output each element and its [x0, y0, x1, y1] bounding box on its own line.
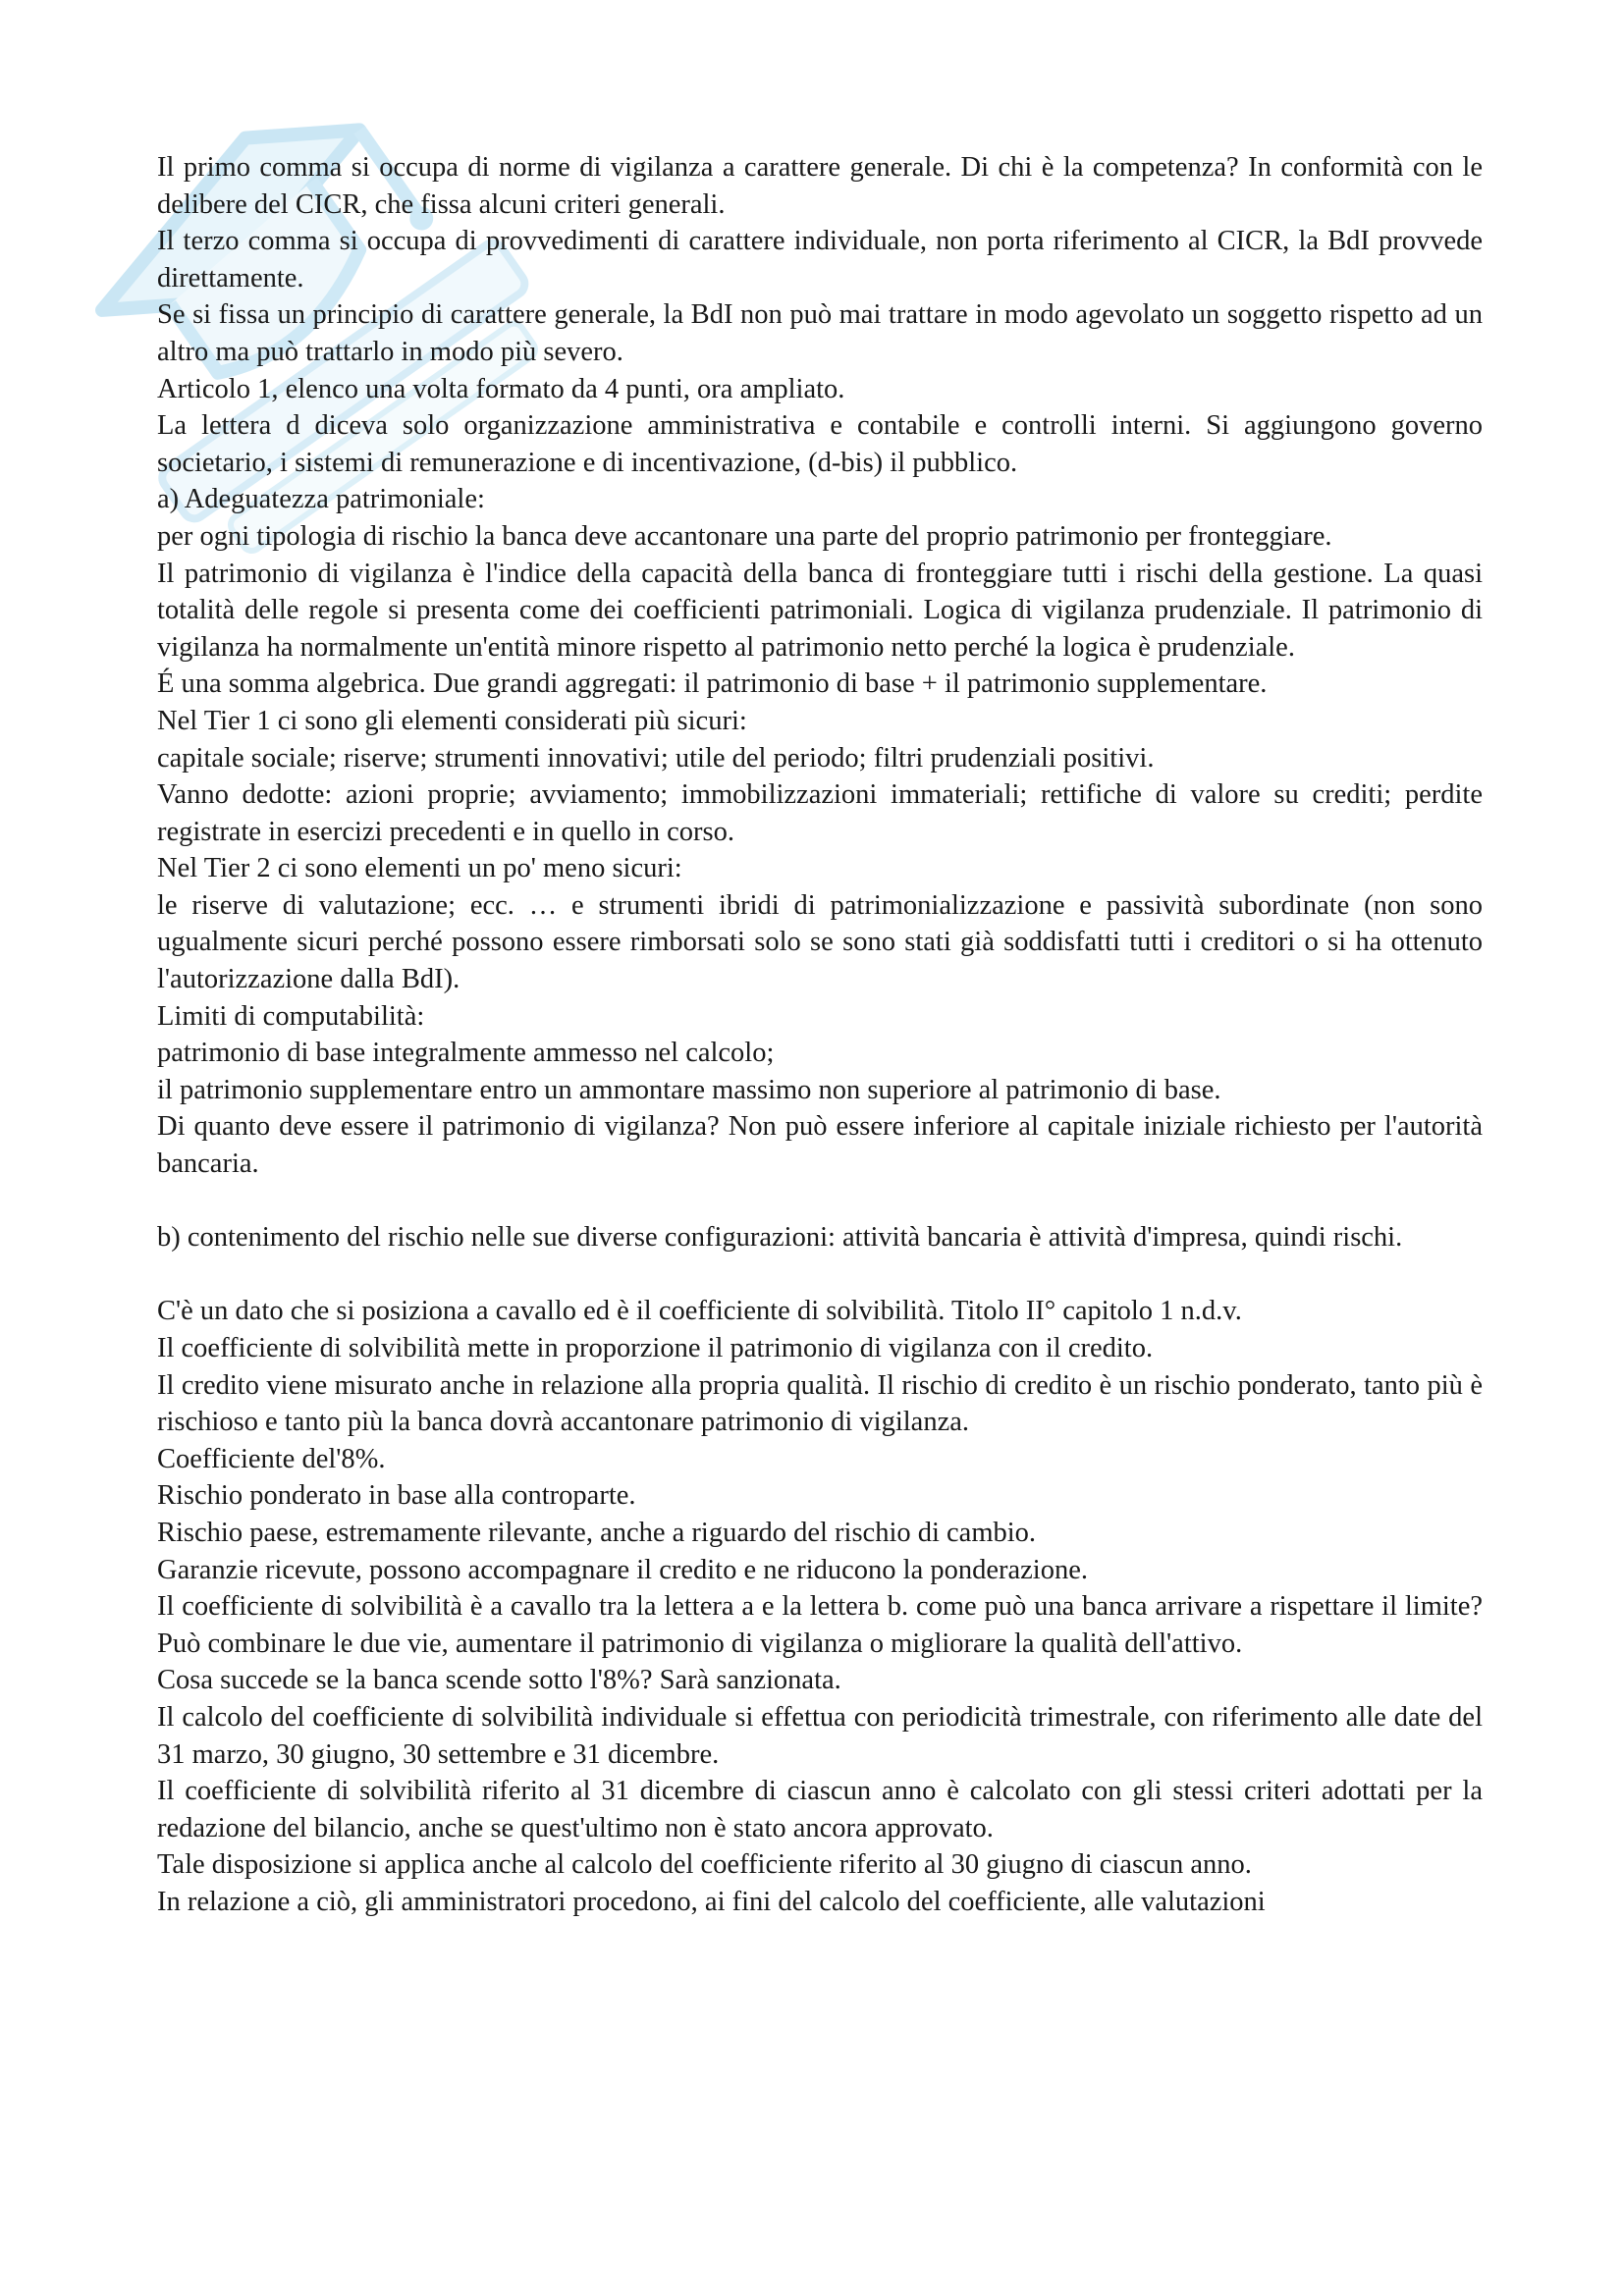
- paragraph: Vanno dedotte: azioni proprie; avviamento; immobilizzazioni immateriali; rettifiche di valore su crediti; perdite registrate in esercizi precedenti e in quello in corso.: [157, 779, 1483, 847]
- paragraph: Coefficiente del'8%.: [157, 1443, 386, 1474]
- paragraph-spacer: [157, 1256, 1483, 1294]
- paragraph: b) contenimento del rischio nelle sue diverse configurazioni: attività bancaria è attività d'impresa, quindi rischi.: [157, 1222, 1403, 1254]
- paragraph: Tale disposizione si applica anche al calcolo del coefficiente riferito al 30 giugno di ciascun anno.: [157, 1849, 1252, 1881]
- paragraph: Di quanto deve essere il patrimonio di vigilanza? Non può essere inferiore al capitale iniziale richiesto per l'autorità bancaria.: [157, 1111, 1483, 1180]
- paragraph-spacer: [157, 1183, 1483, 1220]
- paragraph: Nel Tier 2 ci sono elementi un po' meno sicuri:: [157, 853, 682, 884]
- paragraph: É una somma algebrica. Due grandi aggregati: il patrimonio di base + il patrimonio supplementare.: [157, 668, 1268, 700]
- paragraph: Il primo comma si occupa di norme di vigilanza a carattere generale. Di chi è la competenza? In conformità con le delibere del CICR, che fissa alcuni criteri generali.: [157, 152, 1483, 220]
- paragraph: Il credito viene misurato anche in relazione alla propria qualità. Il rischio di credito è un rischio ponderato, tanto più è rischioso e tanto più la banca dovrà accantonare patrimonio di vigilanza.: [157, 1369, 1483, 1438]
- paragraph: Il coefficiente di solvibilità mette in proporzione il patrimonio di vigilanza con il credito.: [157, 1333, 1154, 1363]
- paragraph: Rischio paese, estremamente rilevante, anche a riguardo del rischio di cambio.: [157, 1517, 1037, 1548]
- paragraph: Il terzo comma si occupa di provvedimenti di carattere individuale, non porta riferimento al CICR, la BdI provvede direttamente.: [157, 226, 1483, 294]
- paragraph: Il coefficiente di solvibilità è a cavallo tra la lettera a e la lettera b. come può una banca arrivare a rispettare il limite? Può combinare le due vie, aumentare il patrimonio di vigilanza o migliorare la qualità dell'attivo.: [157, 1591, 1483, 1659]
- paragraph: Cosa succede se la banca scende sotto l'8%? Sarà sanzionata.: [157, 1665, 841, 1696]
- paragraph: Nel Tier 1 ci sono gli elementi considerati più sicuri:: [157, 705, 747, 736]
- paragraph: patrimonio di base integralmente ammesso nel calcolo;: [157, 1038, 775, 1069]
- paragraph: Rischio ponderato in base alla controparte.: [157, 1480, 636, 1512]
- paragraph: Se si fissa un principio di carattere generale, la BdI non può mai trattare in modo agevolato un soggetto rispetto ad un altro ma può trattarlo in modo più severo.: [157, 299, 1483, 367]
- paragraph: a) Adeguatezza patrimoniale:: [157, 484, 485, 515]
- paragraph: Il patrimonio di vigilanza è l'indice della capacità della banca di fronteggiare tutti i rischi della gestione. La quasi totalità delle regole si presenta come dei coefficienti patrimoniali. Logica di vigilanza prudenziale. Il patrimonio di vigilanza ha normalmente un'entità minore rispetto al patrimonio netto perché la logica è prudenziale.: [157, 558, 1483, 663]
- paragraph: le riserve di valutazione; ecc. … e strumenti ibridi di patrimonializzazione e passività subordinate (non sono ugualmente sicuri perché possono essere rimborsati solo se sono stati già soddisfatti tutti i creditori o si ha ottenuto l'autorizzazione dalla BdI).: [157, 889, 1483, 995]
- paragraph: La lettera d diceva solo organizzazione amministrativa e contabile e controlli interni. Si aggiungono governo societario, i sistemi di remunerazione e di incentivazione, (d-bis) il pubblico.: [157, 410, 1483, 478]
- paragraph: il patrimonio supplementare entro un ammontare massimo non superiore al patrimonio di base.: [157, 1074, 1221, 1105]
- paragraph: C'è un dato che si posiziona a cavallo ed è il coefficiente di solvibilità. Titolo II° capitolo 1 n.d.v.: [157, 1296, 1242, 1327]
- paragraph: Il calcolo del coefficiente di solvibilità individuale si effettua con periodicità trimestrale, con riferimento alle date del 31 marzo, 30 giugno, 30 settembre e 31 dicembre.: [157, 1701, 1483, 1770]
- paragraph: Il coefficiente di solvibilità riferito al 31 dicembre di ciascun anno è calcolato con gli stessi criteri adottati per la redazione del bilancio, anche se quest'ultimo non è stato ancora approvato.: [157, 1776, 1483, 1843]
- paragraph: Articolo 1, elenco una volta formato da 4 punti, ora ampliato.: [157, 373, 845, 404]
- paragraph: capitale sociale; riserve; strumenti innovativi; utile del periodo; filtri prudenziali positivi.: [157, 742, 1155, 774]
- paragraph: Garanzie ricevute, possono accompagnare il credito e ne riducono la ponderazione.: [157, 1554, 1089, 1585]
- paragraph: Limiti di computabilità:: [157, 1000, 425, 1032]
- document-body: [157, 149, 1483, 1921]
- paragraph: per ogni tipologia di rischio la banca deve accantonare una parte del proprio patrimonio per fronteggiare.: [157, 520, 1332, 552]
- paragraph: In relazione a ciò, gli amministratori procedono, ai fini del calcolo del coefficiente, alle valutazioni: [157, 1886, 1266, 1917]
